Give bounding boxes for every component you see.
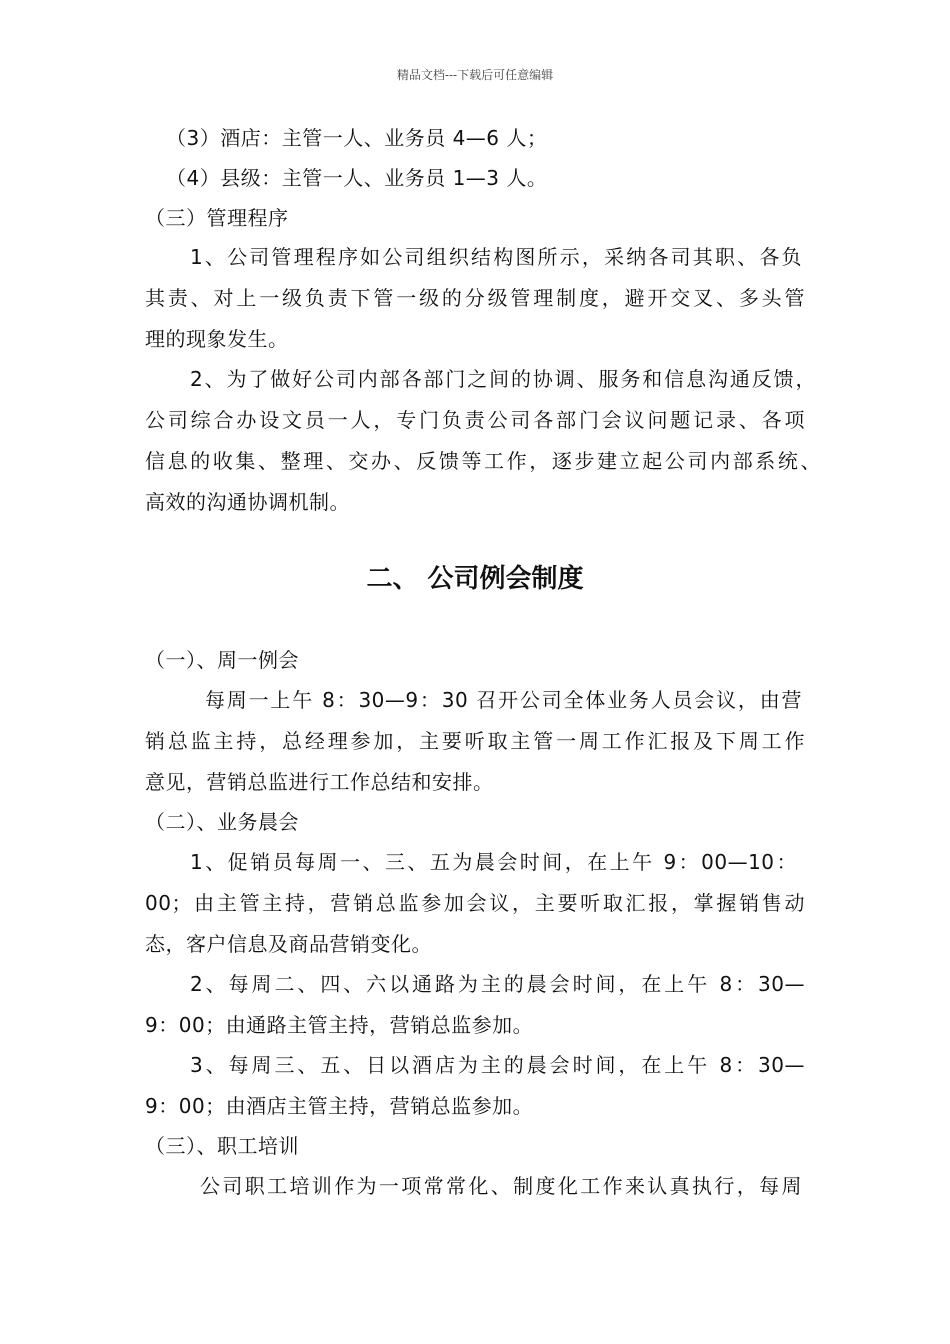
text-line: 销总监主持，总经理参加，主要听取主管一周工作汇报及下周工作: [145, 729, 805, 753]
text-line: （3）酒店：主管一人、业务员 4—6 人；: [166, 126, 548, 150]
text-line: 其责、对上一级负责下管一级的分级管理制度，避开交叉、多头管: [145, 286, 805, 310]
text-line: 态，客户信息及商品营销变化。: [145, 932, 432, 956]
text-line: 公司职工培训作为一项常常化、制度化工作来认真执行，每周: [200, 1174, 802, 1198]
subsection-heading: （三）管理程序: [145, 206, 289, 230]
text-line: 高效的沟通协调机制。: [145, 490, 350, 514]
text-line: 信息的收集、整理、交办、反馈等工作，逐步建立起公司内部系统、: [145, 449, 821, 473]
subsection-heading: （一）、周一例会: [145, 648, 299, 672]
text-line: 9：00；由酒店主管主持，营销总监参加。: [145, 1094, 534, 1118]
header-watermark: 精品文档---下载后可任意编辑: [396, 68, 554, 82]
section-heading: 二、 公司例会制度: [366, 564, 584, 594]
text-line: 理的现象发生。: [145, 327, 289, 351]
text-line: 00；由主管主持，营销总监参加会议，主要听取汇报，掌握销售动: [145, 891, 805, 915]
text-line: 2、每周二、四、六以通路为主的晨会时间，在上午 8：30—: [190, 972, 805, 996]
text-line: （4）县级：主管一人、业务员 1—3 人。: [166, 166, 548, 190]
text-line: 3、每周三、五、日以酒店为主的晨会时间，在上午 8：30—: [190, 1053, 805, 1077]
text-line: 每周一上午 8：30—9：30 召开公司全体业务人员会议，由营: [205, 688, 802, 712]
subsection-heading: （二）、业务晨会: [145, 810, 299, 834]
text-line: 2、为了做好公司内部各部门之间的协调、服务和信息沟通反馈，: [190, 367, 816, 391]
subsection-heading: （三）、职工培训: [145, 1134, 299, 1158]
text-line: 公司综合办设文员一人，专门负责公司各部门会议问题记录、各项: [145, 408, 805, 432]
text-line: 意见，营销总监进行工作总结和安排。: [145, 770, 494, 794]
text-line: 9：00；由通路主管主持，营销总监参加。: [145, 1013, 534, 1037]
text-line: 1、促销员每周一、三、五为晨会时间，在上午 9：00—10：: [190, 850, 797, 874]
text-line: 1、公司管理程序如公司组织结构图所示，采纳各司其职、各负: [190, 245, 802, 269]
